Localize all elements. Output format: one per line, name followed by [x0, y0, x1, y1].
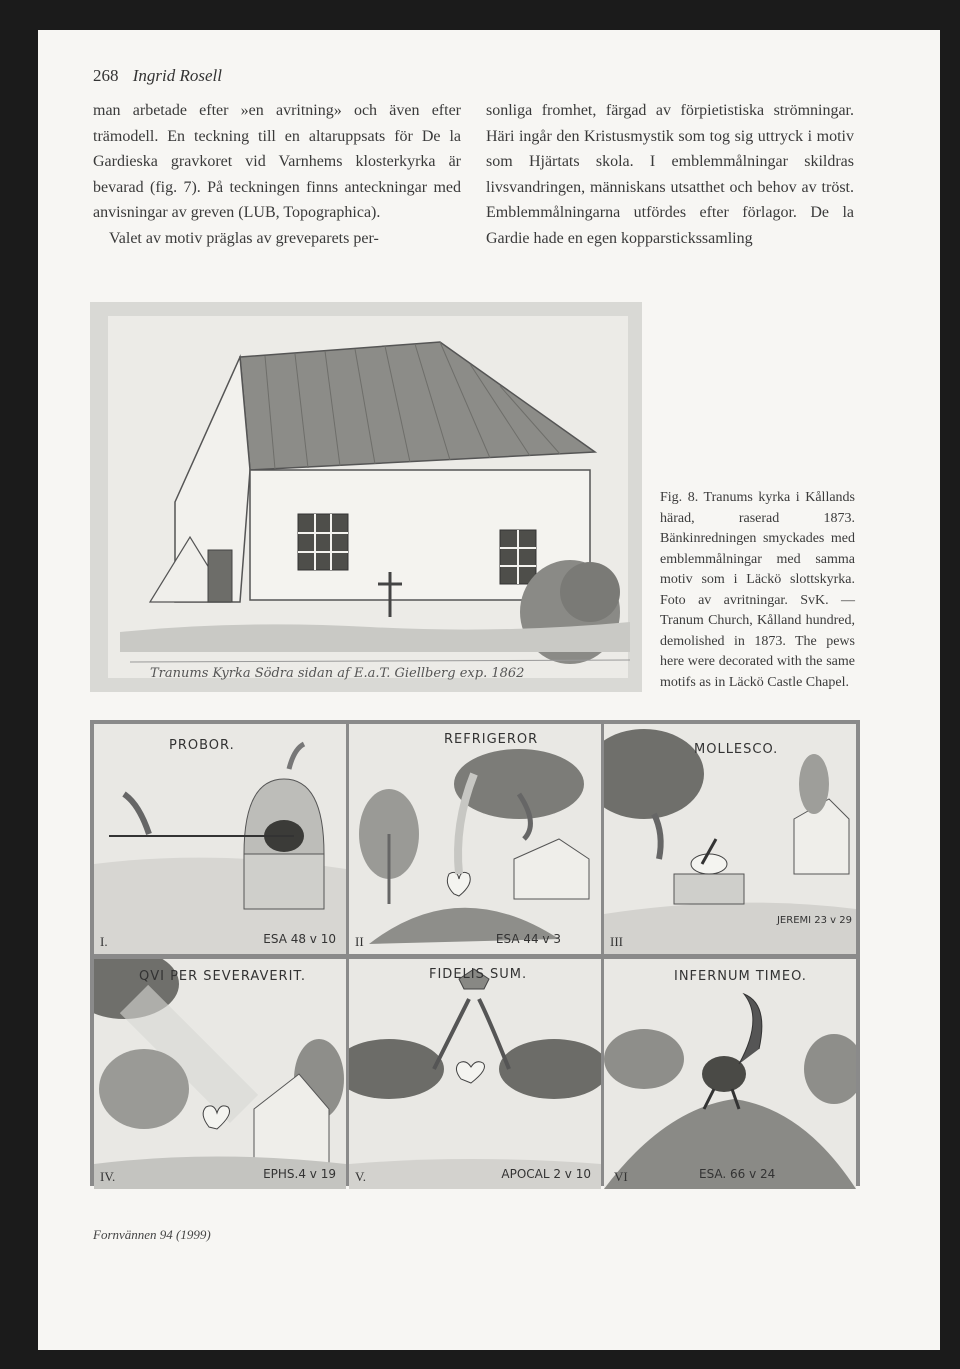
emblem-panel-2 — [349, 724, 601, 954]
panel-1-title: PROBOR. — [169, 738, 235, 753]
drawing-inscription: Tranums Kyrka Södra sidan af E.a.T. Giellberg exp. 1862 — [150, 666, 525, 681]
right-text-column — [486, 98, 854, 251]
emblem-panel-4 — [94, 959, 346, 1189]
panel-6-reference: ESA. 66 v 24 — [699, 1167, 776, 1181]
figure-caption: Fig. 8. Tranums kyrka i Kållands härad, raserad 1873. Bänkinredningen smyckades med emblemmålningar med samma motiv som i Läckö slottskyrka. Foto av avritningar. SvK. — Tranum Church, Kålland hundred, demolished in 1873. The pews here were decorated with the same motifs as in Läckö Castle Chapel. — [660, 490, 855, 690]
panel-2-title: REFRIGEROR — [444, 732, 539, 747]
panel-4-reference: EPHS.4 v 19 — [263, 1167, 336, 1181]
left-paragraph-1: man arbetade efter »en avritning» och även efter trämodell. En teckning till en altaruppsats för De la Gardieska gravkoret vid Varnhems klosterkyrka är bevarad (fig. 7). På teckningen finns anteckningar med anvisningar av greven (LUB, Topographica). — [93, 102, 461, 221]
journal-footer: Fornvännen 94 (1999) — [93, 1227, 211, 1242]
panel-2-reference: ESA 44 v 3 — [495, 932, 561, 946]
panel-2-number: II — [355, 934, 364, 949]
panel-1-reference: ESA 48 v 10 — [263, 932, 336, 946]
running-head — [93, 66, 222, 86]
church-drawing-photo — [90, 302, 642, 692]
panel-6-title: INFERNUM TIMEO. — [674, 969, 807, 984]
left-text-column — [93, 98, 461, 251]
page-number: 268 — [93, 66, 119, 85]
running-head-author: Ingrid Rosell — [132, 66, 222, 85]
panel-4-number: IV. — [100, 1169, 116, 1184]
panel-5-number: V. — [355, 1169, 366, 1184]
panel-5-title: FIDELIS SUM. — [429, 967, 528, 982]
panel-3-title: MOLLESCO. — [694, 742, 779, 757]
panel-6-number: VI — [614, 1169, 628, 1184]
emblem-panel-6 — [604, 959, 856, 1189]
panel-3-number: III — [610, 934, 623, 949]
emblem-panel-3 — [604, 724, 856, 954]
emblem-panel-5 — [349, 959, 601, 1189]
journal-page — [38, 30, 940, 1350]
emblem-panels-grid — [90, 720, 860, 1186]
panel-5-reference: APOCAL 2 v 10 — [501, 1167, 591, 1181]
left-paragraph-2: Valet av motiv präglas av greveparets per- — [109, 229, 379, 247]
panel-4-title: QVI PER SEVERAVERIT. — [139, 969, 306, 984]
emblem-panel-1 — [94, 724, 346, 954]
panel-1-number: I. — [100, 934, 108, 949]
right-paragraph-1: sonliga fromhet, färgad av förpietistiska strömningar. Häri ingår den Kristusmystik som tog sig uttryck i motiv som Hjärtats skola. I emblemmålningar skildras livsvandringen, människans utsatthet och behov av tröst. Emblemmålningarna utfördes efter förlagor. De la Gardie hade en egen kopparstickssamling — [486, 102, 854, 247]
panel-3-reference: JEREMI 23 v 29 — [776, 915, 852, 926]
